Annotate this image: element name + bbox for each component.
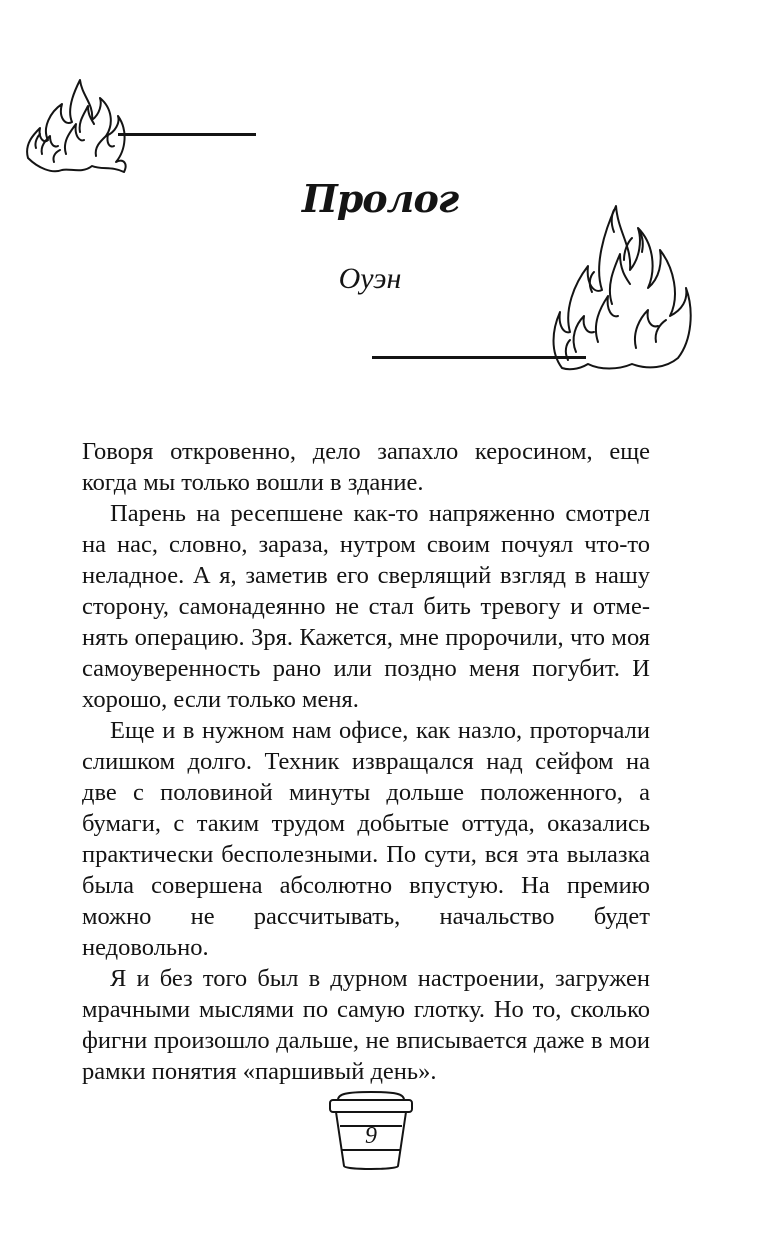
paragraph: Еще и в нужном нам офисе, как назло, проторчали слишком долго. Техник извращался над сейфом на две с половиной минуты дольше положенного, а бумаги, с таким трудом добытые оттуда, оказались практически бесполезными. По сути, вся эта вылазка была совершена абсолютно впустую. На премию можно не рассчитывать, начальство будет недовольно. [82, 717, 650, 961]
page-number: 9 [365, 1123, 377, 1149]
chapter-title: Пролог [301, 176, 459, 221]
body-text [82, 436, 650, 1087]
paragraph: Я и без того был в дурном настроении, загружен мрачными мыслями по самую глотку. Но то, сколько фигни произошло дальше, не вписывается даже в мои рамки понятия «паршивый день». [82, 965, 650, 1085]
paragraph: Парень на ресепшене как-то напряженно смотрел на нас, словно, зараза, нутром своим почуял что-то неладное. А я, заметив его сверлящий взгляд в нашу сторону, самонадеянно не стал бить тревогу и отменять операцию. Зря. Кажется, мне пророчили, что моя самоуверенность рано или поздно меня погубит. И хорошо, если только меня. [82, 500, 650, 713]
top-rule [118, 133, 256, 136]
bottom-rule [372, 356, 586, 359]
large-flame-icon [548, 192, 696, 372]
chapter-subtitle: Оуэн [338, 262, 402, 295]
small-flame-icon [22, 74, 132, 178]
paragraph: Говоря откровенно, дело запахло керосином, еще когда мы только вошли в здание. [82, 438, 650, 496]
